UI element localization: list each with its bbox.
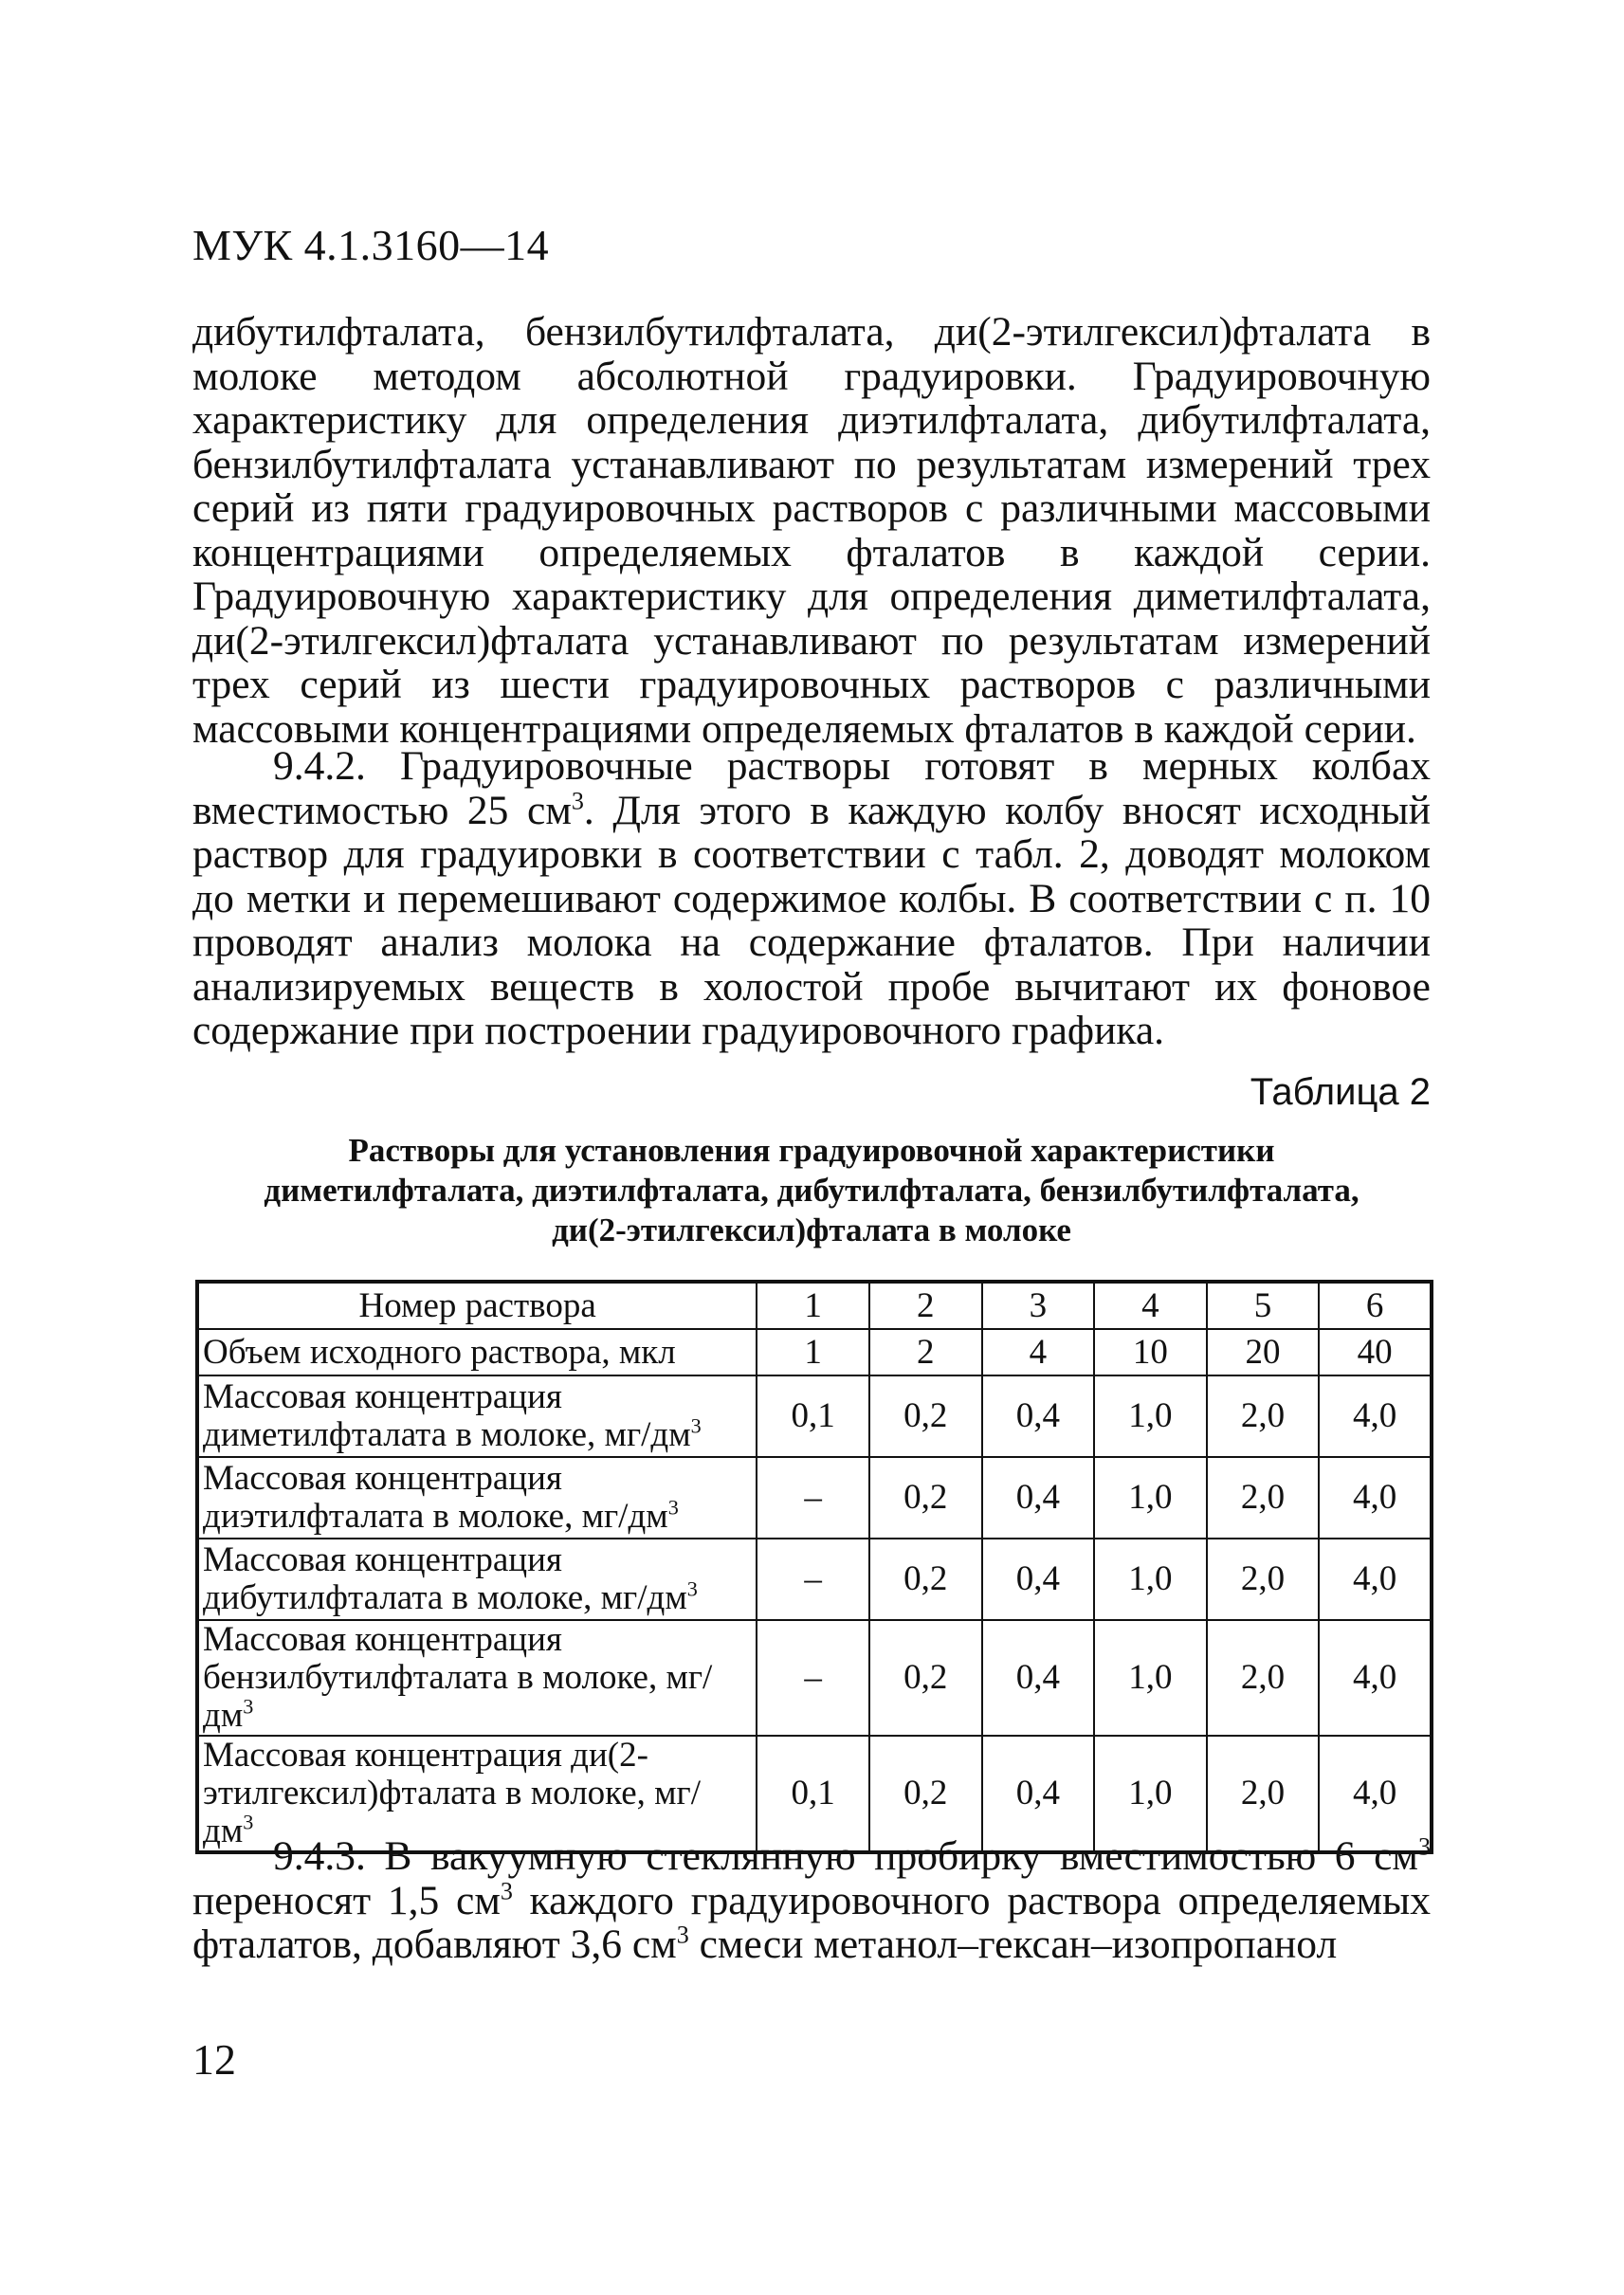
table-cell: 4,0 [1319,1620,1432,1736]
p3-text-d: смеси метанол–гексан–изопропанол [688,1922,1338,1967]
table-title-line: ди(2-этилгексил)фталата в молоке [552,1211,1071,1248]
table-cell: 3 [982,1282,1095,1329]
paragraph-9-4-3 [192,1834,1431,1967]
table-cell: 1 [757,1329,869,1375]
table-cell: – [757,1539,869,1620]
superscript: 3 [686,1576,698,1601]
table-cell: 1,0 [1094,1539,1207,1620]
table-cell: 0,4 [982,1457,1095,1539]
table-cell: 1,0 [1094,1457,1207,1539]
table-row [197,1282,1432,1329]
superscript: 3 [676,1921,689,1949]
table-row [197,1375,1432,1457]
table-cell: – [757,1457,869,1539]
table-label: Таблица 2 [1250,1071,1431,1113]
table-cell: 4 [1094,1282,1207,1329]
p2-text-b: . Для этого в каждую колбу вносят исходный раствор для градуировки в соответствии с табл. 2, доводят молоком до метки и перемешивают содержимое колбы. В соответствии с п. 10 проводят анализ молока на содержание фталатов. При наличии анализируемых веществ в холостой пробе вычитают их фоновое содержание при построении градуировочного графика. [192,787,1431,1053]
paragraph-9-4-2 [192,744,1431,1053]
table-cell: 0,4 [982,1539,1095,1620]
table-row [197,1539,1432,1620]
row-label-text: Массовая концентрация диэтилфталата в молоке, мг/дм [203,1459,668,1536]
table-cell: 2,0 [1207,1375,1320,1457]
p3-text-c: каждого градуировочного раствора определяемых фталатов, добавляют 3,6 см [192,1877,1431,1967]
table-cell: 2,0 [1207,1736,1320,1852]
table-cell: 2 [869,1282,982,1329]
table-cell: 2 [869,1329,982,1375]
page-number: 12 [192,2035,236,2084]
table-cell: – [757,1620,869,1736]
table-title-line: диметилфталата, диэтилфталата, дибутилфталата, бензилбутилфталата, [264,1172,1359,1209]
paragraph-continuation: дибутилфталата, бензилбутилфталата, ди(2-этилгексил)фталата в молоке методом абсолютной градуировки. Градуировочную характеристику для определения диэтилфталата, дибутилфталата, бензилбутилфталата устанавливают по результатам измерений трех серий из пяти градуировочных растворов с различными массовыми концентрациями определяемых фталатов в каждой серии. Градуировочную характеристику для определения диметилфталата, ди(2-этилгексил)фталата устанавливают по результатам измерений трех серий из шести градуировочных растворов с различными массовыми концентрациями определяемых фталатов в каждой серии. [192,309,1431,752]
table-cell: 2,0 [1207,1457,1320,1539]
superscript: 3 [243,1694,254,1719]
row-label-text: Массовая концентрация дибутилфталата в молоке, мг/дм [203,1540,687,1617]
row-label [197,1620,757,1736]
table-cell: 4,0 [1319,1539,1432,1620]
table-cell: 4,0 [1319,1457,1432,1539]
table-row [197,1329,1432,1375]
row-label: Номер раствора [197,1282,757,1329]
table-cell: 1,0 [1094,1736,1207,1852]
superscript: 3 [243,1810,254,1834]
superscript: 3 [500,1877,513,1904]
row-label: Объем исходного раствора, мкл [197,1329,757,1375]
table-cell: 0,2 [869,1620,982,1736]
table-cell: 4,0 [1319,1736,1432,1852]
superscript: 3 [690,1413,702,1438]
table-cell: 0,1 [757,1736,869,1852]
table-cell: 0,4 [982,1620,1095,1736]
p2-text-a: 9.4.2. Градуировочные растворы готовят в мерных колбах вместимостью 25 см [192,743,1431,833]
row-label-text: Массовая концентрация бензилбутилфталата в молоке, мг/дм [203,1620,713,1735]
table-cell: 4 [982,1329,1095,1375]
table-title [192,1131,1431,1250]
table-cell: 0,1 [757,1375,869,1457]
superscript: 3 [571,787,584,814]
table-cell: 1,0 [1094,1375,1207,1457]
table-cell: 6 [1319,1282,1432,1329]
row-label [197,1457,757,1539]
table-cell: 20 [1207,1329,1320,1375]
row-label [197,1539,757,1620]
table-cell: 2,0 [1207,1539,1320,1620]
table-cell: 2,0 [1207,1620,1320,1736]
table-cell: 0,2 [869,1375,982,1457]
p3-text-a: 9.4.3. В вакуумную стеклянную пробирку вместимостью 6 см [273,1833,1418,1879]
table-cell: 4,0 [1319,1375,1432,1457]
table-cell: 1,0 [1094,1620,1207,1736]
table-row [197,1620,1432,1736]
table-cell: 10 [1094,1329,1207,1375]
superscript: 3 [1417,1832,1431,1861]
table-cell: 0,4 [982,1736,1095,1852]
table-row [197,1457,1432,1539]
table-cell: 0,2 [869,1539,982,1620]
row-label-text: Массовая концентрация ди(2-этилгексил)фталата в молоке, мг/дм [203,1736,702,1850]
document-header: МУК 4.1.3160—14 [192,221,550,269]
table-cell: 0,4 [982,1375,1095,1457]
table-cell: 0,2 [869,1736,982,1852]
table-cell: 0,2 [869,1457,982,1539]
superscript: 3 [667,1495,679,1520]
solutions-table [195,1280,1433,1854]
row-label [197,1375,757,1457]
table-title-line: Растворы для установления градуировочной характеристики [348,1132,1275,1169]
row-label-text: Массовая концентрация диметилфталата в молоке, мг/дм [203,1377,691,1454]
p3-text-b: переносят 1,5 см [192,1877,501,1923]
table-cell: 1 [757,1282,869,1329]
table-cell: 40 [1319,1329,1432,1375]
table-cell: 5 [1207,1282,1320,1329]
